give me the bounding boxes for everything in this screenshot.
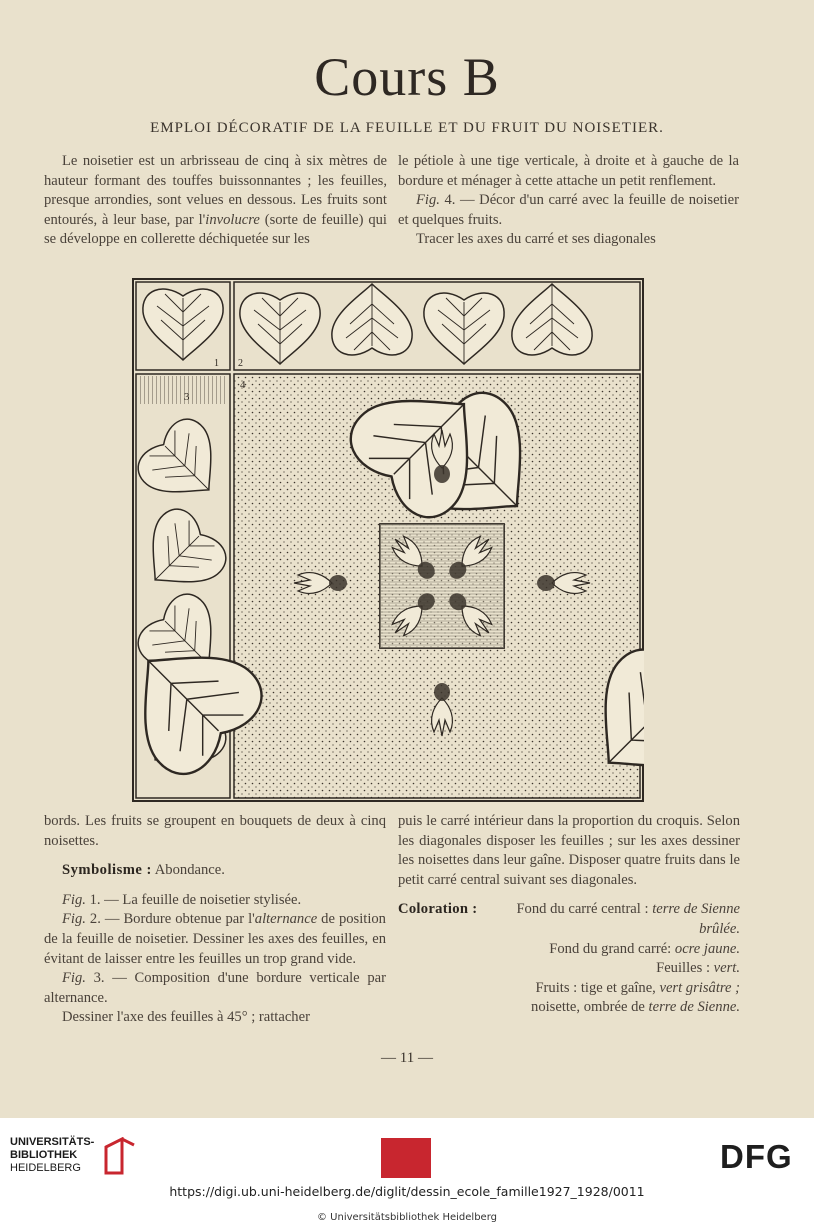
text-column-bottom-left [44, 812, 386, 1028]
text-column-top-left [44, 152, 387, 250]
coloration-item: Feuilles : vert. [656, 960, 740, 977]
fig1-leaf-icon [143, 289, 223, 360]
paragraph-intro-end: (sorte de feuille) qui se développe en collerette déchiquetée sur les [44, 211, 387, 248]
coloration-section [398, 900, 740, 1018]
fig-label-1: 1 [214, 358, 219, 369]
collection-badge-icon[interactable] [381, 1138, 431, 1178]
symbolisme-label: Symbolisme : [62, 862, 152, 879]
fig2-border-leaves [240, 284, 592, 364]
italic-term: alternance [254, 911, 318, 928]
paragraph-bords: bords. Les fruits se groupent en bouquets de deux à cinq noisettes. [44, 813, 386, 849]
page-number: — 11 — [381, 1050, 433, 1066]
fig-label-3: 3 [184, 391, 190, 403]
fig3-instruction: Dessiner l'axe des feuilles à 45° ; rattacher [62, 1009, 310, 1026]
coloration-item: Fond du carré central : terre de Sienne brûlée. [516, 901, 740, 937]
fig-ref: Fig. [62, 970, 86, 987]
fig3-caption: 3. — Composition d'une bordure verticale par alternance. [44, 970, 386, 1006]
fig-ref: Fig. [416, 192, 440, 209]
coloration-label: Coloration : [398, 901, 478, 918]
fig2-caption: 2. — Bordure obtenue par l' [85, 911, 255, 928]
page-subtitle: EMPLOI DÉCORATIF DE LA FEUILLE ET DU FRUIT DU NOISETIER. [150, 120, 664, 136]
symbolisme-value: Abondance. [151, 862, 225, 879]
text-column-bottom-right [398, 812, 740, 1018]
dfg-logo[interactable]: DFG [720, 1138, 793, 1175]
paragraph-intro: Le noisetier est un arbrisseau de cinq à six mètres de hauteur formant des touffes buissonnantes ; les feuilles, presque arrondies, sont velues en dessous. Les fruits sont entourés, à leur base, par l' [44, 153, 387, 228]
permalink-url[interactable]: https://digi.ub.uni-heidelberg.de/diglit/dessin_ecole_famille1927_1928/0011 [169, 1184, 645, 1199]
paragraph-axes: Tracer les axes du carré et ses diagonales [416, 231, 656, 248]
fig1-caption: 1. — La feuille de noisetier stylisée. [85, 891, 302, 908]
page-title: Cours B [314, 47, 500, 107]
fig-label-2: 2 [238, 358, 243, 369]
text-column-top-right [398, 152, 739, 250]
illustration-plate [132, 278, 644, 802]
ub-emblem-icon [102, 1137, 136, 1175]
copyright-notice: © Universitätsbibliothek Heidelberg [316, 1212, 497, 1223]
fig-ref: Fig. [62, 891, 86, 908]
fig-ref: Fig. [62, 911, 86, 928]
paragraph-fig4: 4. — Décor d'un carré avec la feuille de noisetier et quelques fruits. [398, 192, 739, 228]
coloration-item: Fruits : tige et gaîne, vert grisâtre ; noisette, ombrée de terre de Sienne. [531, 979, 740, 1016]
fig2-caption-end: de position de la feuille de noisetier. Dessiner les axes des feuilles, en évitant de laisser entre les feuilles un trop grand vide. [44, 911, 386, 967]
paragraph-inner-square: puis le carré intérieur dans la proportion du croquis. Selon les diagonales disposer les feuilles ; sur les axes dessiner les noisettes dans leur gaîne. Disposer quatre fruits dans le petit carré central suivant ses diagonales. [398, 813, 740, 888]
paragraph-attach: le pétiole à une tige verticale, à droite et à gauche de la bordure et ménager à cette attache un petit renflement. [398, 153, 739, 189]
fig-label-4: 4 [240, 379, 246, 391]
coloration-item: Fond du grand carré: ocre jaune. [549, 940, 740, 957]
university-library-logo[interactable]: UNIVERSITÄTS- BIBLIOTHEK HEIDELBERG [10, 1136, 136, 1175]
italic-term: involucre [205, 211, 260, 228]
